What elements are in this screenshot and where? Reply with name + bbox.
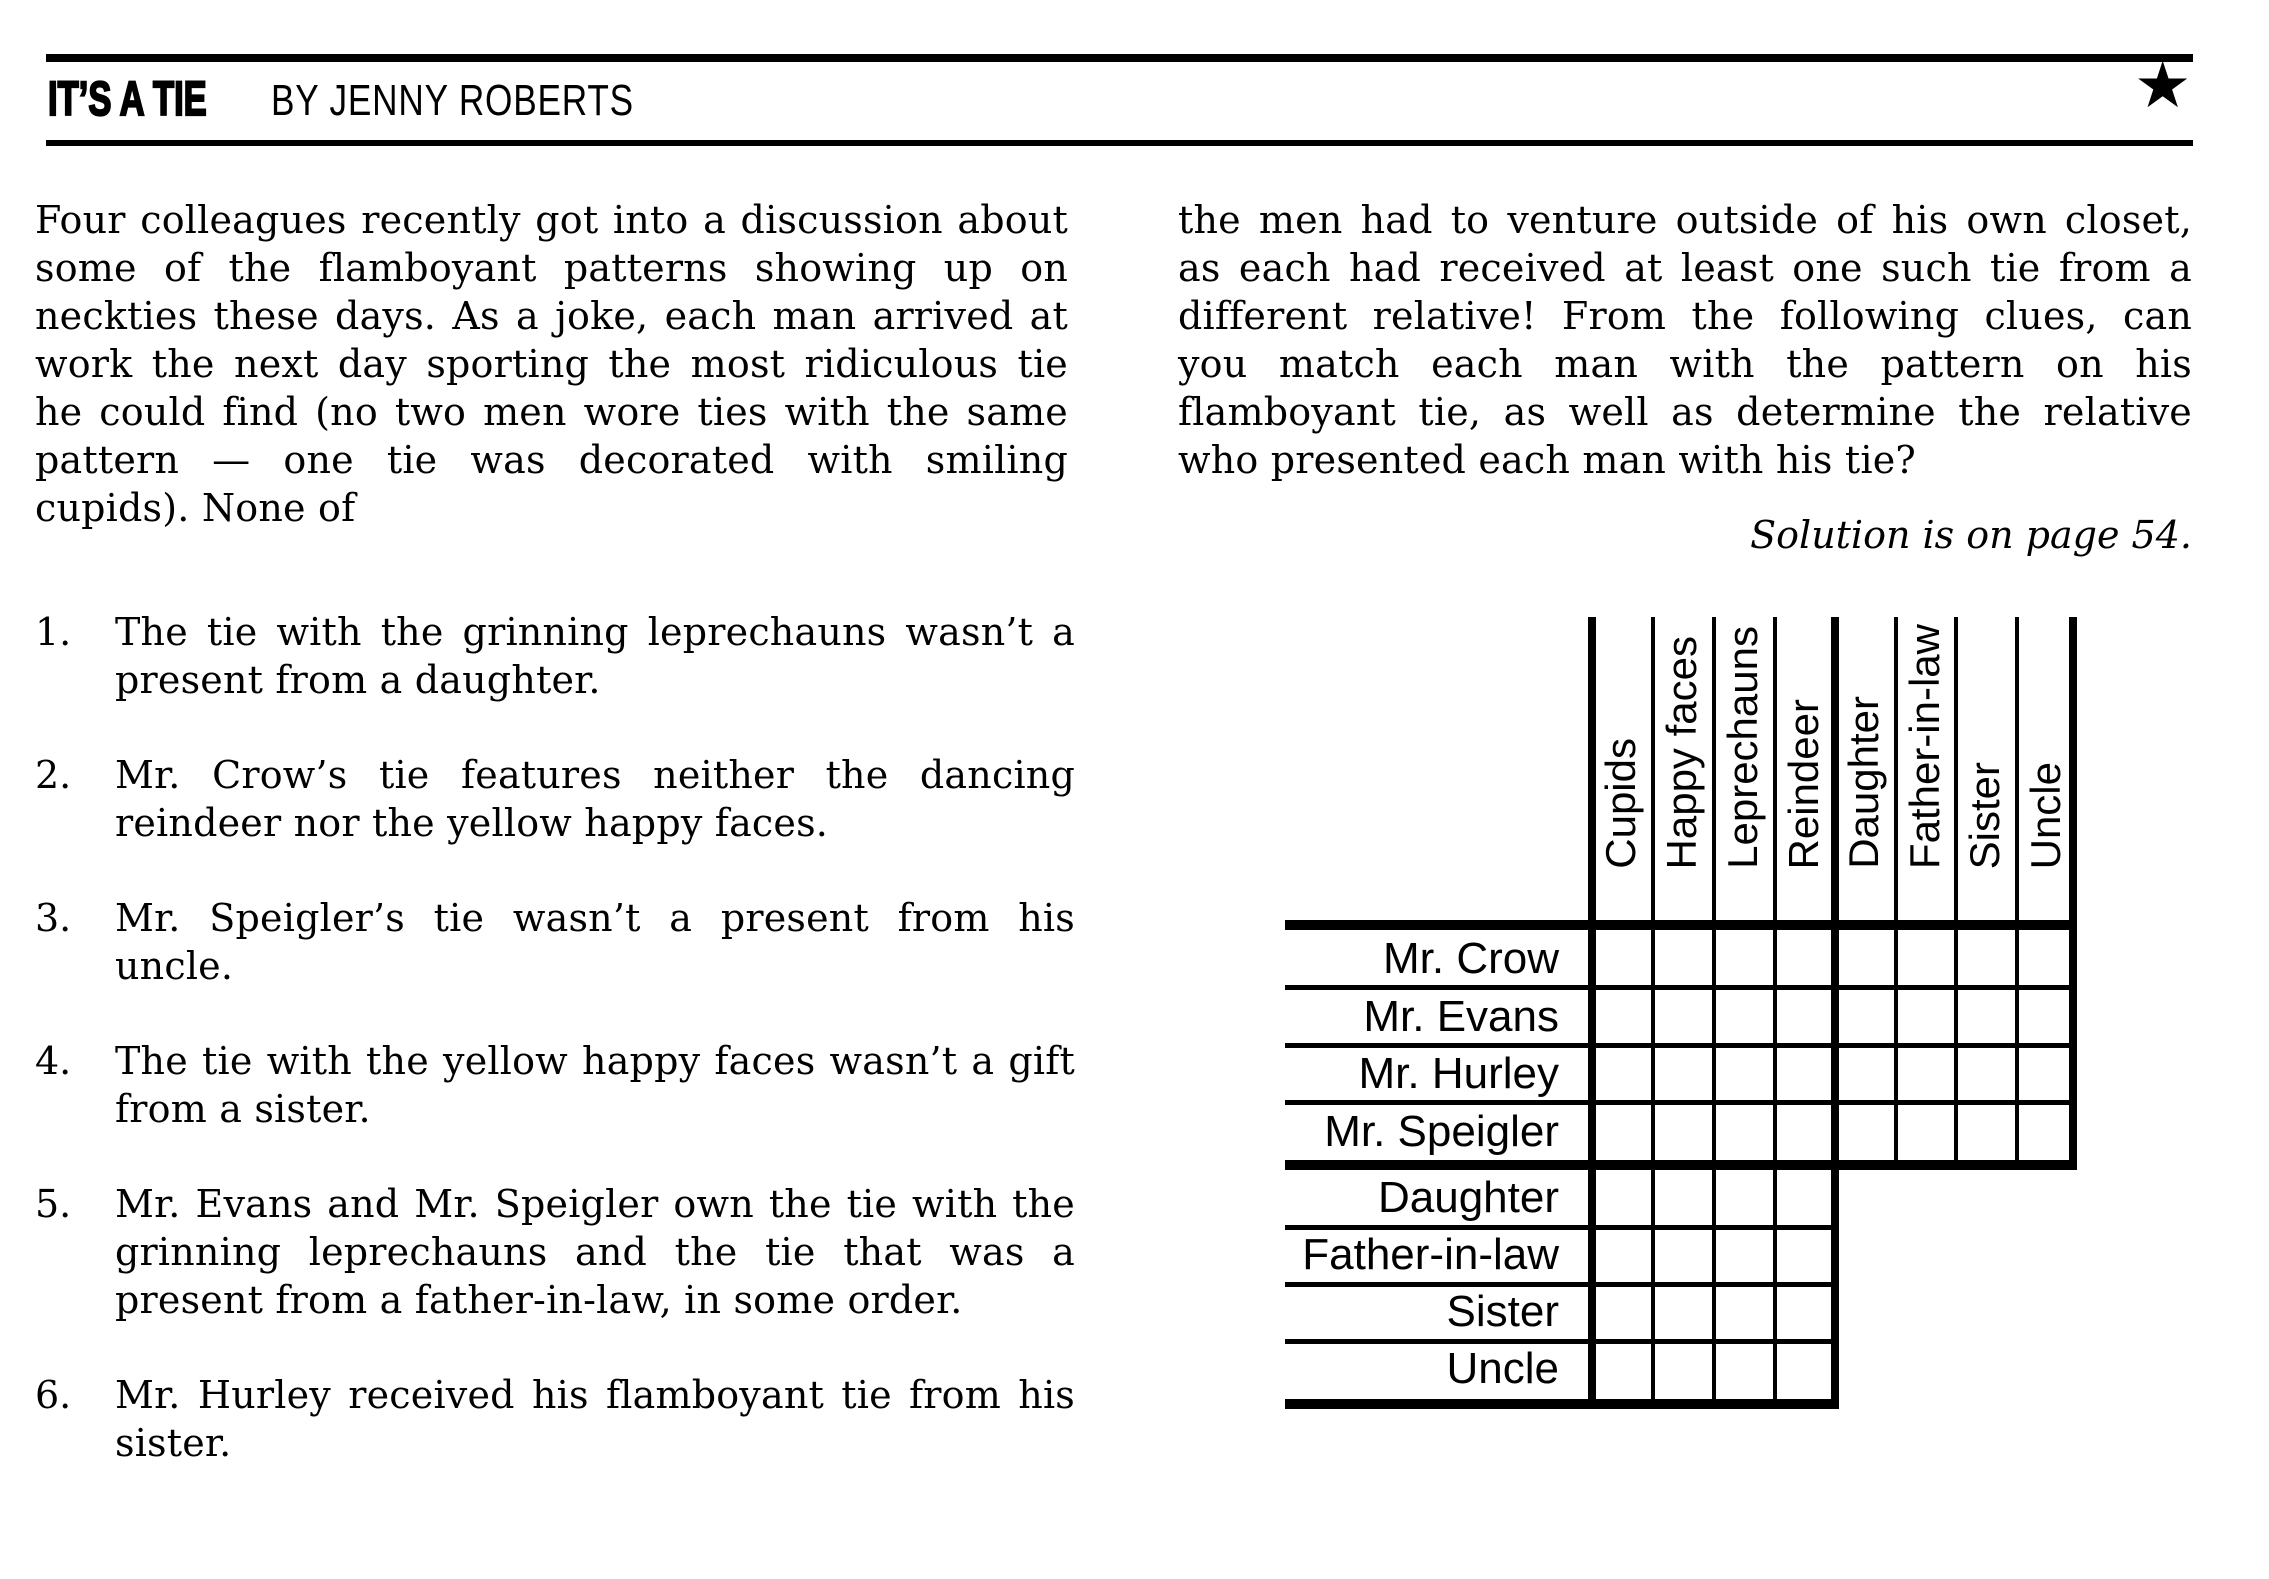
byline: BY JENNY ROBERTS <box>271 76 634 125</box>
grid-row-label: Father-in-law <box>1302 1230 1559 1279</box>
grid-column-label: Leprechauns <box>1719 626 1766 869</box>
grid-column-header <box>1713 617 1773 917</box>
grid-column-label: Uncle <box>2022 761 2069 869</box>
clue-number: 3. <box>35 896 72 940</box>
intro-paragraph-right: the men had to venture outside of his own closet, as each had received at least one such tie from a different relative! From the following clues, can you match each man with the pattern on his flamboyant tie, as well as determine the relative who presented each man with his tie? <box>1178 198 2192 482</box>
clue-number: 5. <box>35 1182 72 1226</box>
grid-column-header <box>1895 617 1955 917</box>
clue-text: Mr. Hurley received his flamboyant tie from his sister. <box>115 1373 1075 1465</box>
logic-grid <box>1285 617 2078 1411</box>
grid-column-header <box>1591 617 1651 917</box>
grid-row-label: Mr. Hurley <box>1358 1049 1559 1098</box>
grid-row-label: Mr. Crow <box>1383 934 1559 983</box>
clue-item <box>35 1037 1075 1133</box>
grid-column-label: Sister <box>1961 761 2008 869</box>
clue-number: 1. <box>35 610 72 654</box>
clue-item <box>35 894 1075 990</box>
grid-column-header <box>1955 617 2015 917</box>
grid-column-label: Happy faces <box>1658 635 1705 869</box>
clue-item <box>35 608 1075 704</box>
clue-text: The tie with the yellow happy faces wasn’t a gift from a sister. <box>115 1039 1075 1131</box>
grid-column-label: Father-in-law <box>1901 623 1948 869</box>
clue-text: Mr. Evans and Mr. Speigler own the tie with the grinning leprechauns and the tie that was a present from a father-in-law, in some order. <box>115 1182 1075 1322</box>
intro-column-right <box>1178 196 2192 558</box>
grid-column-label: Reindeer <box>1780 698 1827 869</box>
grid-column-header <box>1834 617 1894 917</box>
clue-item <box>35 1371 1075 1467</box>
grid-line <box>1285 920 2077 930</box>
grid-column-header <box>1652 617 1712 917</box>
clue-item <box>35 751 1075 847</box>
clue-list <box>35 608 1075 1514</box>
sub-rule <box>46 140 2193 146</box>
intro-column-left <box>35 196 1068 532</box>
clue-text: Mr. Crow’s tie features neither the dancing reindeer nor the yellow happy faces. <box>115 753 1075 845</box>
grid-row-label: Uncle <box>1446 1344 1559 1393</box>
grid-column-header <box>2016 617 2076 917</box>
clue-number: 6. <box>35 1373 72 1417</box>
grid-row-label: Daughter <box>1377 1173 1559 1222</box>
clue-item <box>35 1180 1075 1324</box>
grid-line <box>1285 1160 2077 1170</box>
grid-row-label: Mr. Evans <box>1363 992 1559 1041</box>
grid-line <box>1285 1399 1839 1409</box>
intro-paragraph-left: Four colleagues recently got into a discussion about some of the flamboyant patterns showing up on neckties these days. As a joke, each man arrived at work the next day sporting the most ridiculous tie he could find (no two men wore ties with the same pattern — one tie was decorated with smiling cupids). None of <box>35 198 1068 530</box>
clue-text: The tie with the grinning leprechauns wasn’t a present from a daughter. <box>115 610 1075 702</box>
clue-number: 2. <box>35 753 72 797</box>
grid-column-label: Daughter <box>1840 696 1887 869</box>
grid-row-label: Mr. Speigler <box>1324 1107 1559 1156</box>
grid-column-header <box>1774 617 1834 917</box>
difficulty-star-icon: ★ <box>2134 49 2192 123</box>
puzzle-title: IT’S A TIE <box>48 73 207 126</box>
grid-column-label: Cupids <box>1597 738 1644 869</box>
solution-note: Solution is on page 54. <box>1750 513 2192 557</box>
top-rule <box>46 54 2193 62</box>
clue-number: 4. <box>35 1039 72 1083</box>
clue-text: Mr. Speigler’s tie wasn’t a present from his uncle. <box>115 896 1075 988</box>
grid-row-label: Sister <box>1446 1287 1559 1336</box>
